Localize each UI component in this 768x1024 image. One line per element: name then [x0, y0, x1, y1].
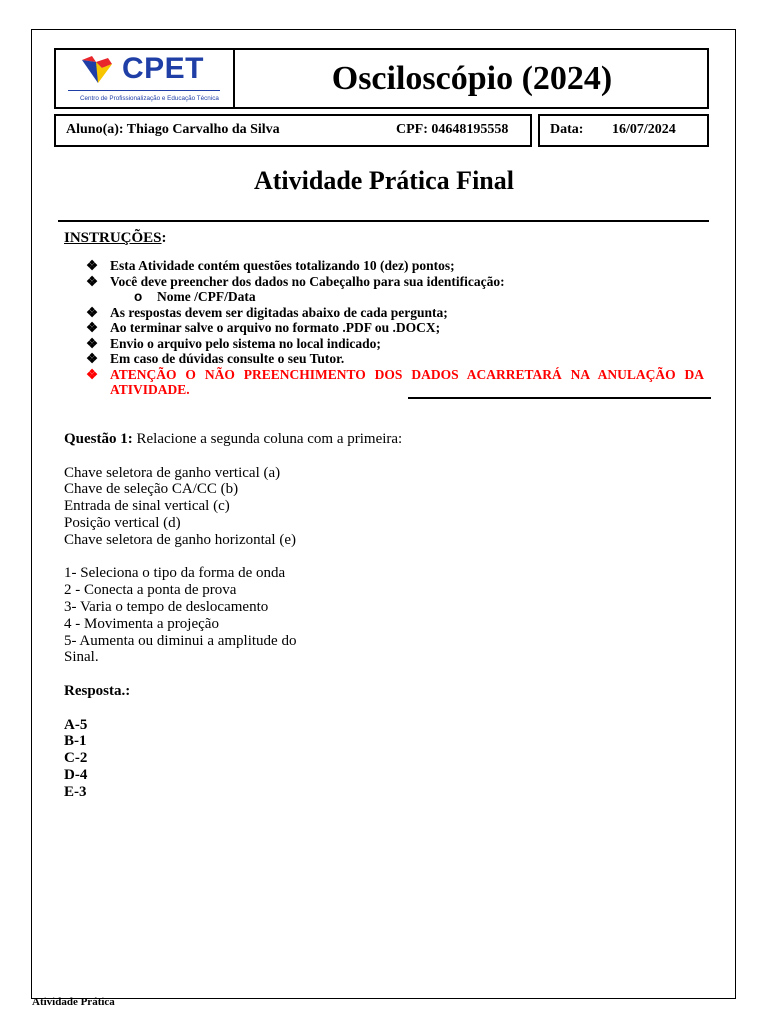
instruction-item — [64, 336, 704, 352]
column-a-item: Chave seletora de ganho horizontal (e) — [64, 531, 296, 548]
date-label: Data: — [550, 122, 584, 137]
answer-label-text: Resposta.: — [64, 682, 131, 699]
column-a-item: Posição vertical (d) — [64, 514, 181, 531]
logo-name: CPET — [122, 52, 205, 85]
instruction-text: Você deve preencher dos dados no Cabeçalho para sua identificação: — [110, 273, 505, 289]
instruction-text: Em caso de dúvidas consulte o seu Tutor. — [110, 351, 345, 366]
column-b-item: 5- Aumenta ou diminui a amplitude do — [64, 632, 297, 649]
question-1-prompt — [64, 431, 704, 448]
column-b-item: 4 - Movimenta a projeção — [64, 615, 219, 632]
date-box — [538, 114, 709, 147]
instruction-text: Esta Atividade contém questões totalizando 10 (dez) pontos; — [110, 258, 455, 273]
instructions-heading-colon: : — [161, 230, 167, 246]
cpet-logo-icon — [80, 56, 116, 84]
diamond-bullet-icon: ❖ — [86, 366, 99, 382]
circle-bullet-icon: o — [134, 289, 143, 304]
main-title: Atividade Prática Final — [254, 166, 514, 195]
diamond-bullet-icon: ❖ — [86, 304, 99, 320]
question-1-text: Relacione a segunda coluna com a primeira: — [132, 431, 403, 447]
diamond-bullet-icon: ❖ — [86, 351, 99, 366]
answer-text: D-4 — [64, 766, 88, 783]
column-b-item: 3- Varia o tempo de deslocamento — [64, 598, 269, 615]
diamond-bullet-icon: ❖ — [86, 258, 99, 273]
answer-text: E-3 — [64, 783, 87, 800]
column-a-item: Chave de seleção CA/CC (b) — [64, 481, 239, 498]
student-name: Aluno(a): Thiago Carvalho da Silva — [66, 122, 280, 137]
document-title: Osciloscópio (2024) — [331, 59, 613, 97]
instructions-heading — [64, 230, 167, 247]
instruction-item — [64, 320, 704, 336]
instruction-text: As respostas devem ser digitadas abaixo de cada pergunta; — [110, 304, 448, 320]
instruction-text: Ao terminar salve o arquivo no formato .PDF ou .DOCX; — [110, 320, 441, 335]
instruction-item — [64, 258, 704, 274]
answer-item — [64, 733, 704, 750]
column-a-item: Chave seletora de ganho vertical (a) — [64, 464, 281, 481]
instruction-text: Envio o arquivo pelo sistema no local indicado; — [110, 335, 381, 351]
question-1-label: Questão 1: — [64, 431, 133, 447]
answer-label — [64, 683, 704, 700]
answer-item — [64, 784, 704, 801]
instruction-text: Nome /CPF/Data — [157, 289, 256, 304]
warning-text: ATENÇÃO O NÃO PREENCHIMENTO DOS DADOS ACARRETARÁ NA ANULAÇÃO DA ATIVIDADE. — [110, 366, 704, 397]
answer-text: B-1 — [64, 733, 87, 750]
column-b-item: Sinal. — [64, 649, 99, 666]
instruction-item — [64, 351, 704, 367]
instruction-item — [64, 274, 704, 290]
bottom-divider — [408, 397, 711, 399]
page-footer: Atividade Prática — [32, 996, 115, 1008]
diamond-bullet-icon: ❖ — [86, 320, 99, 335]
question-1 — [64, 431, 704, 801]
logo — [56, 50, 235, 107]
diamond-bullet-icon: ❖ — [86, 273, 99, 289]
diamond-bullet-icon: ❖ — [86, 335, 99, 351]
answer-text: A-5 — [64, 716, 88, 733]
instruction-warning — [64, 367, 704, 398]
answer-item — [64, 767, 704, 784]
instruction-subitem — [64, 289, 704, 305]
column-b-item: 2 - Conecta a ponta de prova — [64, 582, 237, 599]
top-divider — [58, 220, 709, 222]
instructions-list — [64, 258, 704, 398]
header-box — [54, 48, 709, 109]
answer-text: C-2 — [64, 750, 88, 767]
answer-item — [64, 717, 704, 734]
answer-item — [64, 750, 704, 767]
date-value: 16/07/2024 — [612, 122, 676, 137]
logo-divider — [68, 90, 220, 91]
student-cpf: CPF: 04648195558 — [396, 122, 509, 137]
instructions-heading-text: INSTRUÇÕES — [64, 230, 162, 246]
student-info-box — [54, 114, 532, 147]
column-b-item: 1- Seleciona o tipo da forma de onda — [64, 565, 286, 582]
logo-subtitle: Centro de Profissionalização e Educação Técnica — [80, 95, 219, 102]
column-a-item: Entrada de sinal vertical (c) — [64, 498, 230, 515]
instruction-item — [64, 305, 704, 321]
